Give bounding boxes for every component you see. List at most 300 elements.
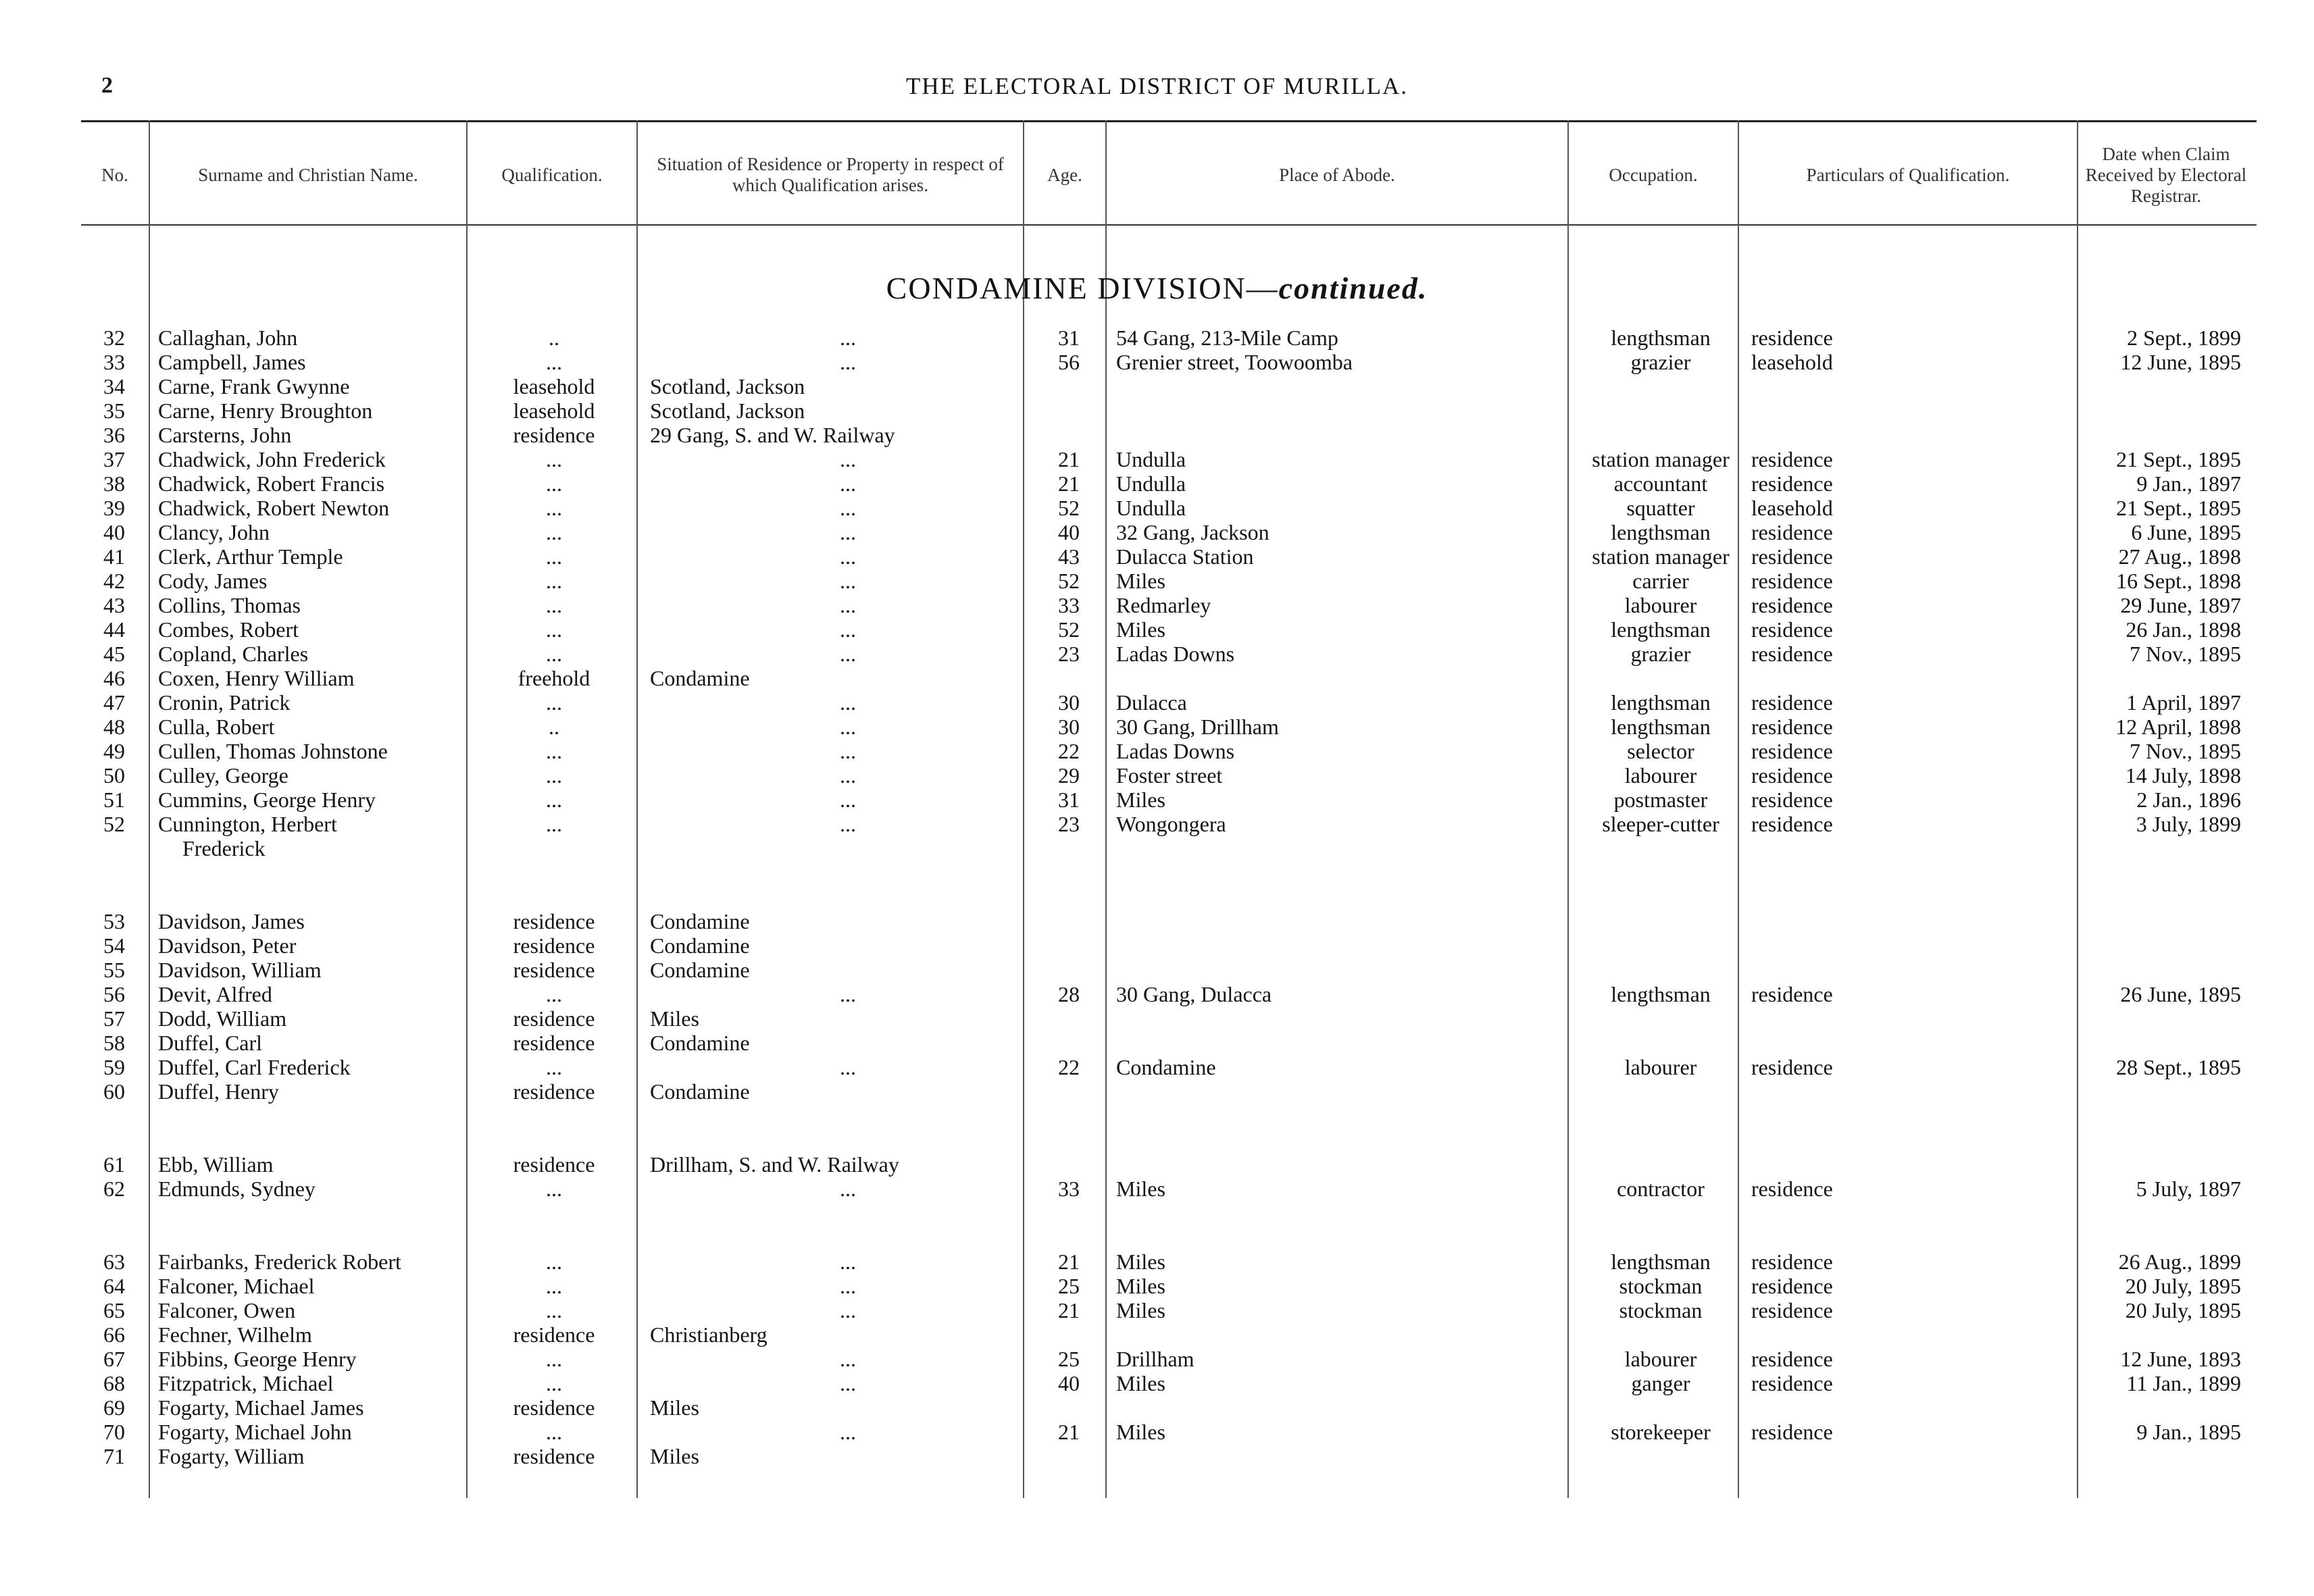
entry-qualification: ...	[546, 1250, 562, 1274]
entry-situation: ...	[840, 642, 856, 666]
entry-particulars: residence	[1751, 593, 1833, 617]
entry-number: 34	[103, 374, 125, 398]
entry-occupation: station manager	[1592, 447, 1730, 471]
entry-situation: Miles	[650, 1395, 699, 1420]
register-row	[0, 666, 2314, 690]
entry-name: Davidson, William	[158, 958, 322, 982]
entry-name: Carne, Henry Broughton	[158, 398, 373, 423]
entry-qualification: leasehold	[513, 374, 595, 398]
entry-situation: Condamine	[650, 958, 750, 982]
entry-situation: ...	[840, 788, 856, 812]
entry-number: 68	[103, 1371, 125, 1395]
entry-age: 56	[1058, 350, 1080, 374]
entry-name: Culla, Robert	[158, 715, 275, 739]
entry-name: Cunnington, Herbert	[158, 812, 337, 836]
entry-number: 51	[103, 788, 125, 812]
entry-particulars: residence	[1751, 1055, 1833, 1079]
header-situation: Situation of Residence or Property in respect of which Qualification arises.	[657, 154, 1004, 195]
entry-name: Carsterns, John	[158, 423, 292, 447]
entry-situation: Condamine	[650, 933, 750, 958]
entry-occupation: stockman	[1619, 1298, 1703, 1322]
entry-occupation: lengthsman	[1611, 520, 1711, 544]
register-row	[0, 982, 2314, 1006]
entry-date: 12 June, 1895	[2120, 350, 2241, 374]
entry-date: 7 Nov., 1895	[2129, 739, 2241, 763]
entry-age: 23	[1058, 642, 1080, 666]
entry-name: Fairbanks, Frederick Robert	[158, 1250, 401, 1274]
header-date: Date when Claim Received by Electoral Registrar.	[2085, 143, 2247, 206]
entry-abode: Miles	[1116, 1371, 1165, 1395]
entry-abode: Miles	[1116, 1420, 1165, 1444]
entry-date: 26 June, 1895	[2120, 982, 2241, 1006]
entry-situation: ...	[840, 447, 856, 471]
entry-occupation: contractor	[1617, 1177, 1705, 1201]
entry-situation: ...	[840, 569, 856, 593]
entry-situation: ...	[840, 1274, 856, 1298]
entry-occupation: postmaster	[1613, 788, 1708, 812]
entry-number: 41	[103, 544, 125, 569]
entry-number: 70	[103, 1420, 125, 1444]
entry-number: 66	[103, 1322, 125, 1347]
entry-date: 2 Sept., 1899	[2127, 326, 2241, 350]
entry-occupation: lengthsman	[1611, 715, 1711, 739]
entry-age: 21	[1058, 447, 1080, 471]
page-number: 2	[101, 73, 113, 98]
entry-age: 30	[1058, 715, 1080, 739]
entry-date: 20 July, 1895	[2125, 1274, 2241, 1298]
entry-situation: Condamine	[650, 666, 750, 690]
entry-qualification: ...	[546, 1347, 562, 1371]
register-row	[0, 788, 2314, 812]
entry-abode: 54 Gang, 213-Mile Camp	[1116, 326, 1338, 350]
entry-name: Fogarty, Michael James	[158, 1395, 364, 1420]
entry-number: 65	[103, 1298, 125, 1322]
entry-age: 40	[1058, 520, 1080, 544]
entry-name: Ebb, William	[158, 1152, 274, 1177]
entry-number: 69	[103, 1395, 125, 1420]
entry-occupation: lengthsman	[1611, 326, 1711, 350]
entry-occupation: lengthsman	[1611, 982, 1711, 1006]
entry-situation: 29 Gang, S. and W. Railway	[650, 423, 895, 447]
entry-age: 22	[1058, 739, 1080, 763]
entry-number: 44	[103, 617, 125, 642]
entry-date: 7 Nov., 1895	[2129, 642, 2241, 666]
entry-date: 5 July, 1897	[2136, 1177, 2241, 1201]
entry-qualification: residence	[513, 1152, 595, 1177]
entry-qualification: ...	[546, 471, 562, 496]
entry-qualification: ...	[546, 763, 562, 788]
entry-occupation: accountant	[1613, 471, 1708, 496]
entry-name: Cody, James	[158, 569, 268, 593]
entry-abode: Ladas Downs	[1116, 642, 1235, 666]
entry-qualification: residence	[513, 423, 595, 447]
entry-situation: Christianberg	[650, 1322, 768, 1347]
entry-situation: ...	[840, 350, 856, 374]
register-row	[0, 690, 2314, 715]
entry-occupation: squatter	[1626, 496, 1695, 520]
entry-abode: Miles	[1116, 788, 1165, 812]
entry-age: 21	[1058, 1250, 1080, 1274]
entry-qualification: ...	[546, 982, 562, 1006]
entry-number: 42	[103, 569, 125, 593]
header-no: No.	[101, 164, 128, 185]
entry-abode: Undulla	[1116, 447, 1186, 471]
entry-occupation: grazier	[1630, 350, 1691, 374]
entry-particulars: residence	[1751, 1177, 1833, 1201]
register-row	[0, 1298, 2314, 1322]
entry-number: 54	[103, 933, 125, 958]
entry-abode: Dulacca Station	[1116, 544, 1254, 569]
entry-age: 29	[1058, 763, 1080, 788]
register-row	[0, 1079, 2314, 1104]
entry-particulars: residence	[1751, 1420, 1833, 1444]
entry-number: 50	[103, 763, 125, 788]
entries-table	[0, 326, 2314, 1541]
entry-abode: Drillham	[1116, 1347, 1194, 1371]
register-row	[0, 1006, 2314, 1031]
entry-abode: Miles	[1116, 1177, 1165, 1201]
entry-name: Coxen, Henry William	[158, 666, 355, 690]
entry-number: 52	[103, 812, 125, 836]
register-row	[0, 909, 2314, 933]
entry-situation: ...	[840, 1055, 856, 1079]
entry-qualification: residence	[513, 1444, 595, 1468]
entry-number: 60	[103, 1079, 125, 1104]
entry-name: Duffel, Henry	[158, 1079, 279, 1104]
entry-particulars: residence	[1751, 1298, 1833, 1322]
entry-abode: Miles	[1116, 1274, 1165, 1298]
entry-date: 12 April, 1898	[2115, 715, 2241, 739]
entry-number: 58	[103, 1031, 125, 1055]
entry-occupation: selector	[1627, 739, 1694, 763]
entry-date: 20 July, 1895	[2125, 1298, 2241, 1322]
entry-age: 31	[1058, 326, 1080, 350]
register-row	[0, 1322, 2314, 1347]
entry-name: Cronin, Patrick	[158, 690, 291, 715]
entry-qualification: residence	[513, 1395, 595, 1420]
entry-qualification: residence	[513, 1079, 595, 1104]
entry-particulars: residence	[1751, 447, 1833, 471]
entry-qualification: ...	[546, 812, 562, 836]
header-age: Age.	[1047, 164, 1082, 185]
entry-occupation: stockman	[1619, 1274, 1703, 1298]
entry-number: 67	[103, 1347, 125, 1371]
entry-number: 59	[103, 1055, 125, 1079]
entry-abode: 30 Gang, Drillham	[1116, 715, 1279, 739]
register-row	[0, 642, 2314, 666]
entry-name: Fitzpatrick, Michael	[158, 1371, 334, 1395]
entry-situation: ...	[840, 1371, 856, 1395]
entry-name: Davidson, James	[158, 909, 305, 933]
entry-age: 21	[1058, 471, 1080, 496]
entry-qualification: ...	[546, 1177, 562, 1201]
entry-situation: Condamine	[650, 1079, 750, 1104]
entry-qualification: ...	[546, 544, 562, 569]
header-name: Surname and Christian Name.	[198, 164, 418, 185]
register-row	[0, 715, 2314, 739]
entry-qualification: ...	[546, 739, 562, 763]
entry-name: Chadwick, Robert Francis	[158, 471, 385, 496]
entry-date: 6 June, 1895	[2131, 520, 2241, 544]
entry-name: Duffel, Carl	[158, 1031, 263, 1055]
register-row	[0, 1055, 2314, 1079]
entry-situation: ...	[840, 496, 856, 520]
entry-age: 25	[1058, 1347, 1080, 1371]
entry-number: 37	[103, 447, 125, 471]
entry-situation: Scotland, Jackson	[650, 374, 805, 398]
entry-situation: ...	[840, 1347, 856, 1371]
entry-particulars: residence	[1751, 471, 1833, 496]
register-row	[0, 1395, 2314, 1420]
entry-age: 43	[1058, 544, 1080, 569]
register-row	[0, 496, 2314, 520]
header-particulars: Particulars of Qualification.	[1806, 164, 2010, 185]
entry-name: Davidson, Peter	[158, 933, 297, 958]
entry-date: 11 Jan., 1899	[2126, 1371, 2241, 1395]
header-abode: Place of Abode.	[1279, 164, 1395, 185]
entry-situation: ...	[840, 544, 856, 569]
entry-number: 40	[103, 520, 125, 544]
entry-occupation: grazier	[1630, 642, 1691, 666]
entry-age: 31	[1058, 788, 1080, 812]
entry-abode: Miles	[1116, 1298, 1165, 1322]
entry-qualification: ...	[546, 642, 562, 666]
register-row	[0, 1371, 2314, 1395]
entry-name: Culley, George	[158, 763, 288, 788]
entry-situation: Miles	[650, 1006, 699, 1031]
entry-situation: ...	[840, 617, 856, 642]
entry-particulars: leasehold	[1751, 496, 1833, 520]
register-row	[0, 569, 2314, 593]
entry-situation: Condamine	[650, 1031, 750, 1055]
entry-age: 52	[1058, 617, 1080, 642]
entry-name: Carne, Frank Gwynne	[158, 374, 350, 398]
entry-situation: Miles	[650, 1444, 699, 1468]
entry-name-continued: Frederick	[182, 836, 266, 860]
entry-occupation: labourer	[1624, 763, 1697, 788]
entry-situation: Scotland, Jackson	[650, 398, 805, 423]
entry-number: 63	[103, 1250, 125, 1274]
entry-age: 52	[1058, 569, 1080, 593]
entry-abode: Condamine	[1116, 1055, 1216, 1079]
entry-qualification: ...	[546, 1274, 562, 1298]
entry-number: 46	[103, 666, 125, 690]
entry-abode: 30 Gang, Dulacca	[1116, 982, 1272, 1006]
register-row	[0, 812, 2314, 860]
page-title: THE ELECTORAL DISTRICT OF MURILLA.	[905, 73, 1409, 99]
entry-qualification: ...	[546, 593, 562, 617]
entry-age: 28	[1058, 982, 1080, 1006]
entry-number: 55	[103, 958, 125, 982]
register-row	[0, 763, 2314, 788]
entry-age: 21	[1058, 1298, 1080, 1322]
entry-date: 14 July, 1898	[2125, 763, 2241, 788]
entry-particulars: residence	[1751, 326, 1833, 350]
entry-abode: Miles	[1116, 1250, 1165, 1274]
entry-abode: Miles	[1116, 617, 1165, 642]
entry-number: 49	[103, 739, 125, 763]
entry-particulars: residence	[1751, 739, 1833, 763]
entry-situation: ...	[840, 690, 856, 715]
entry-abode: Undulla	[1116, 496, 1186, 520]
entry-age: 21	[1058, 1420, 1080, 1444]
entry-name: Fogarty, Michael John	[158, 1420, 352, 1444]
entry-particulars: residence	[1751, 1250, 1833, 1274]
register-row	[0, 544, 2314, 569]
entry-occupation: lengthsman	[1611, 690, 1711, 715]
entry-name: Fibbins, George Henry	[158, 1347, 357, 1371]
entry-situation: ...	[840, 1250, 856, 1274]
entry-date: 28 Sept., 1895	[2116, 1055, 2241, 1079]
entry-date: 9 Jan., 1897	[2136, 471, 2241, 496]
entry-situation: Drillham, S. and W. Railway	[650, 1152, 899, 1177]
register-row	[0, 1152, 2314, 1177]
entry-name: Clerk, Arthur Temple	[158, 544, 343, 569]
entry-name: Chadwick, Robert Newton	[158, 496, 390, 520]
entry-age: 33	[1058, 593, 1080, 617]
entry-number: 71	[103, 1444, 125, 1468]
entry-occupation: storekeeper	[1611, 1420, 1711, 1444]
entry-date: 16 Sept., 1898	[2116, 569, 2241, 593]
entry-name: Duffel, Carl Frederick	[158, 1055, 351, 1079]
entry-qualification: ...	[546, 350, 562, 374]
entry-number: 38	[103, 471, 125, 496]
entry-date: 1 April, 1897	[2126, 690, 2241, 715]
entry-situation: ...	[840, 1298, 856, 1322]
entry-abode: Foster street	[1116, 763, 1223, 788]
entry-occupation: sleeper-cutter	[1602, 812, 1719, 836]
entry-abode: Dulacca	[1116, 690, 1187, 715]
register-row	[0, 326, 2314, 350]
entry-abode: Grenier street, Toowoomba	[1116, 350, 1353, 374]
register-row	[0, 423, 2314, 447]
entry-name: Fogarty, William	[158, 1444, 305, 1468]
entry-number: 56	[103, 982, 125, 1006]
header-rule-top	[81, 120, 2257, 122]
entry-particulars: residence	[1751, 1371, 1833, 1395]
entry-situation: ...	[840, 739, 856, 763]
entry-number: 62	[103, 1177, 125, 1201]
entry-age: 23	[1058, 812, 1080, 836]
register-row	[0, 739, 2314, 763]
entry-number: 57	[103, 1006, 125, 1031]
entry-qualification: residence	[513, 1031, 595, 1055]
entry-date: 12 June, 1893	[2120, 1347, 2241, 1371]
entry-particulars: residence	[1751, 788, 1833, 812]
entry-particulars: residence	[1751, 1347, 1833, 1371]
register-row	[0, 471, 2314, 496]
entry-name: Fechner, Wilhelm	[158, 1322, 312, 1347]
entry-situation: Condamine	[650, 909, 750, 933]
entry-name: Devit, Alfred	[158, 982, 272, 1006]
entry-qualification: ...	[546, 520, 562, 544]
entry-date: 9 Jan., 1895	[2136, 1420, 2241, 1444]
entry-particulars: residence	[1751, 812, 1833, 836]
entry-qualification: ..	[549, 326, 559, 350]
entry-occupation: lengthsman	[1611, 1250, 1711, 1274]
entry-abode: Wongongera	[1116, 812, 1226, 836]
entry-age: 22	[1058, 1055, 1080, 1079]
entry-situation: ...	[840, 715, 856, 739]
entry-qualification: residence	[513, 958, 595, 982]
entry-abode: Miles	[1116, 569, 1165, 593]
register-row	[0, 1274, 2314, 1298]
entry-name: Callaghan, John	[158, 326, 298, 350]
register-row	[0, 593, 2314, 617]
entry-qualification: residence	[513, 909, 595, 933]
register-row	[0, 1420, 2314, 1444]
entry-occupation: ganger	[1631, 1371, 1690, 1395]
entry-particulars: residence	[1751, 982, 1833, 1006]
entry-date: 26 Aug., 1899	[2118, 1250, 2241, 1274]
entry-abode: Undulla	[1116, 471, 1186, 496]
entry-name: Chadwick, John Frederick	[158, 447, 386, 471]
register-row	[0, 1031, 2314, 1055]
register-row	[0, 1347, 2314, 1371]
entry-situation: ...	[840, 982, 856, 1006]
entry-occupation: carrier	[1632, 569, 1689, 593]
entry-situation: ...	[840, 1420, 856, 1444]
entry-abode: Redmarley	[1116, 593, 1211, 617]
entry-date: 2 Jan., 1896	[2136, 788, 2241, 812]
entry-situation: ...	[840, 812, 856, 836]
entry-age: 25	[1058, 1274, 1080, 1298]
entry-qualification: ...	[546, 617, 562, 642]
entry-name: Falconer, Owen	[158, 1298, 296, 1322]
register-row	[0, 1250, 2314, 1274]
entry-qualification: leasehold	[513, 398, 595, 423]
entry-number: 64	[103, 1274, 125, 1298]
entry-qualification: ...	[546, 1371, 562, 1395]
entry-occupation: labourer	[1624, 1347, 1697, 1371]
register-row	[0, 617, 2314, 642]
entry-qualification: ...	[546, 569, 562, 593]
entry-number: 35	[103, 398, 125, 423]
entry-situation: ...	[840, 520, 856, 544]
entry-qualification: ...	[546, 788, 562, 812]
entry-particulars: residence	[1751, 690, 1833, 715]
register-row	[0, 958, 2314, 982]
entry-particulars: residence	[1751, 544, 1833, 569]
entry-number: 39	[103, 496, 125, 520]
entry-name: Campbell, James	[158, 350, 306, 374]
entry-particulars: residence	[1751, 569, 1833, 593]
entry-particulars: residence	[1751, 520, 1833, 544]
entry-name: Edmunds, Sydney	[158, 1177, 316, 1201]
entry-name: Cullen, Thomas Johnstone	[158, 739, 388, 763]
register-row	[0, 933, 2314, 958]
entry-particulars: residence	[1751, 715, 1833, 739]
entry-qualification: freehold	[518, 666, 590, 690]
entry-name: Combes, Robert	[158, 617, 299, 642]
entry-occupation: labourer	[1624, 593, 1697, 617]
entry-qualification: ...	[546, 690, 562, 715]
entry-qualification: ...	[546, 447, 562, 471]
entry-date: 27 Aug., 1898	[2118, 544, 2241, 569]
register-row	[0, 350, 2314, 374]
entry-number: 32	[103, 326, 125, 350]
header-qualification: Qualification.	[501, 164, 603, 185]
entry-age: 30	[1058, 690, 1080, 715]
header-occupation: Occupation.	[1609, 164, 1698, 185]
entry-abode: Ladas Downs	[1116, 739, 1235, 763]
entry-particulars: residence	[1751, 1274, 1833, 1298]
entry-age: 40	[1058, 1371, 1080, 1395]
entry-particulars: residence	[1751, 763, 1833, 788]
entry-occupation: labourer	[1624, 1055, 1697, 1079]
entry-date: 21 Sept., 1895	[2116, 447, 2241, 471]
entry-situation: ...	[840, 1177, 856, 1201]
